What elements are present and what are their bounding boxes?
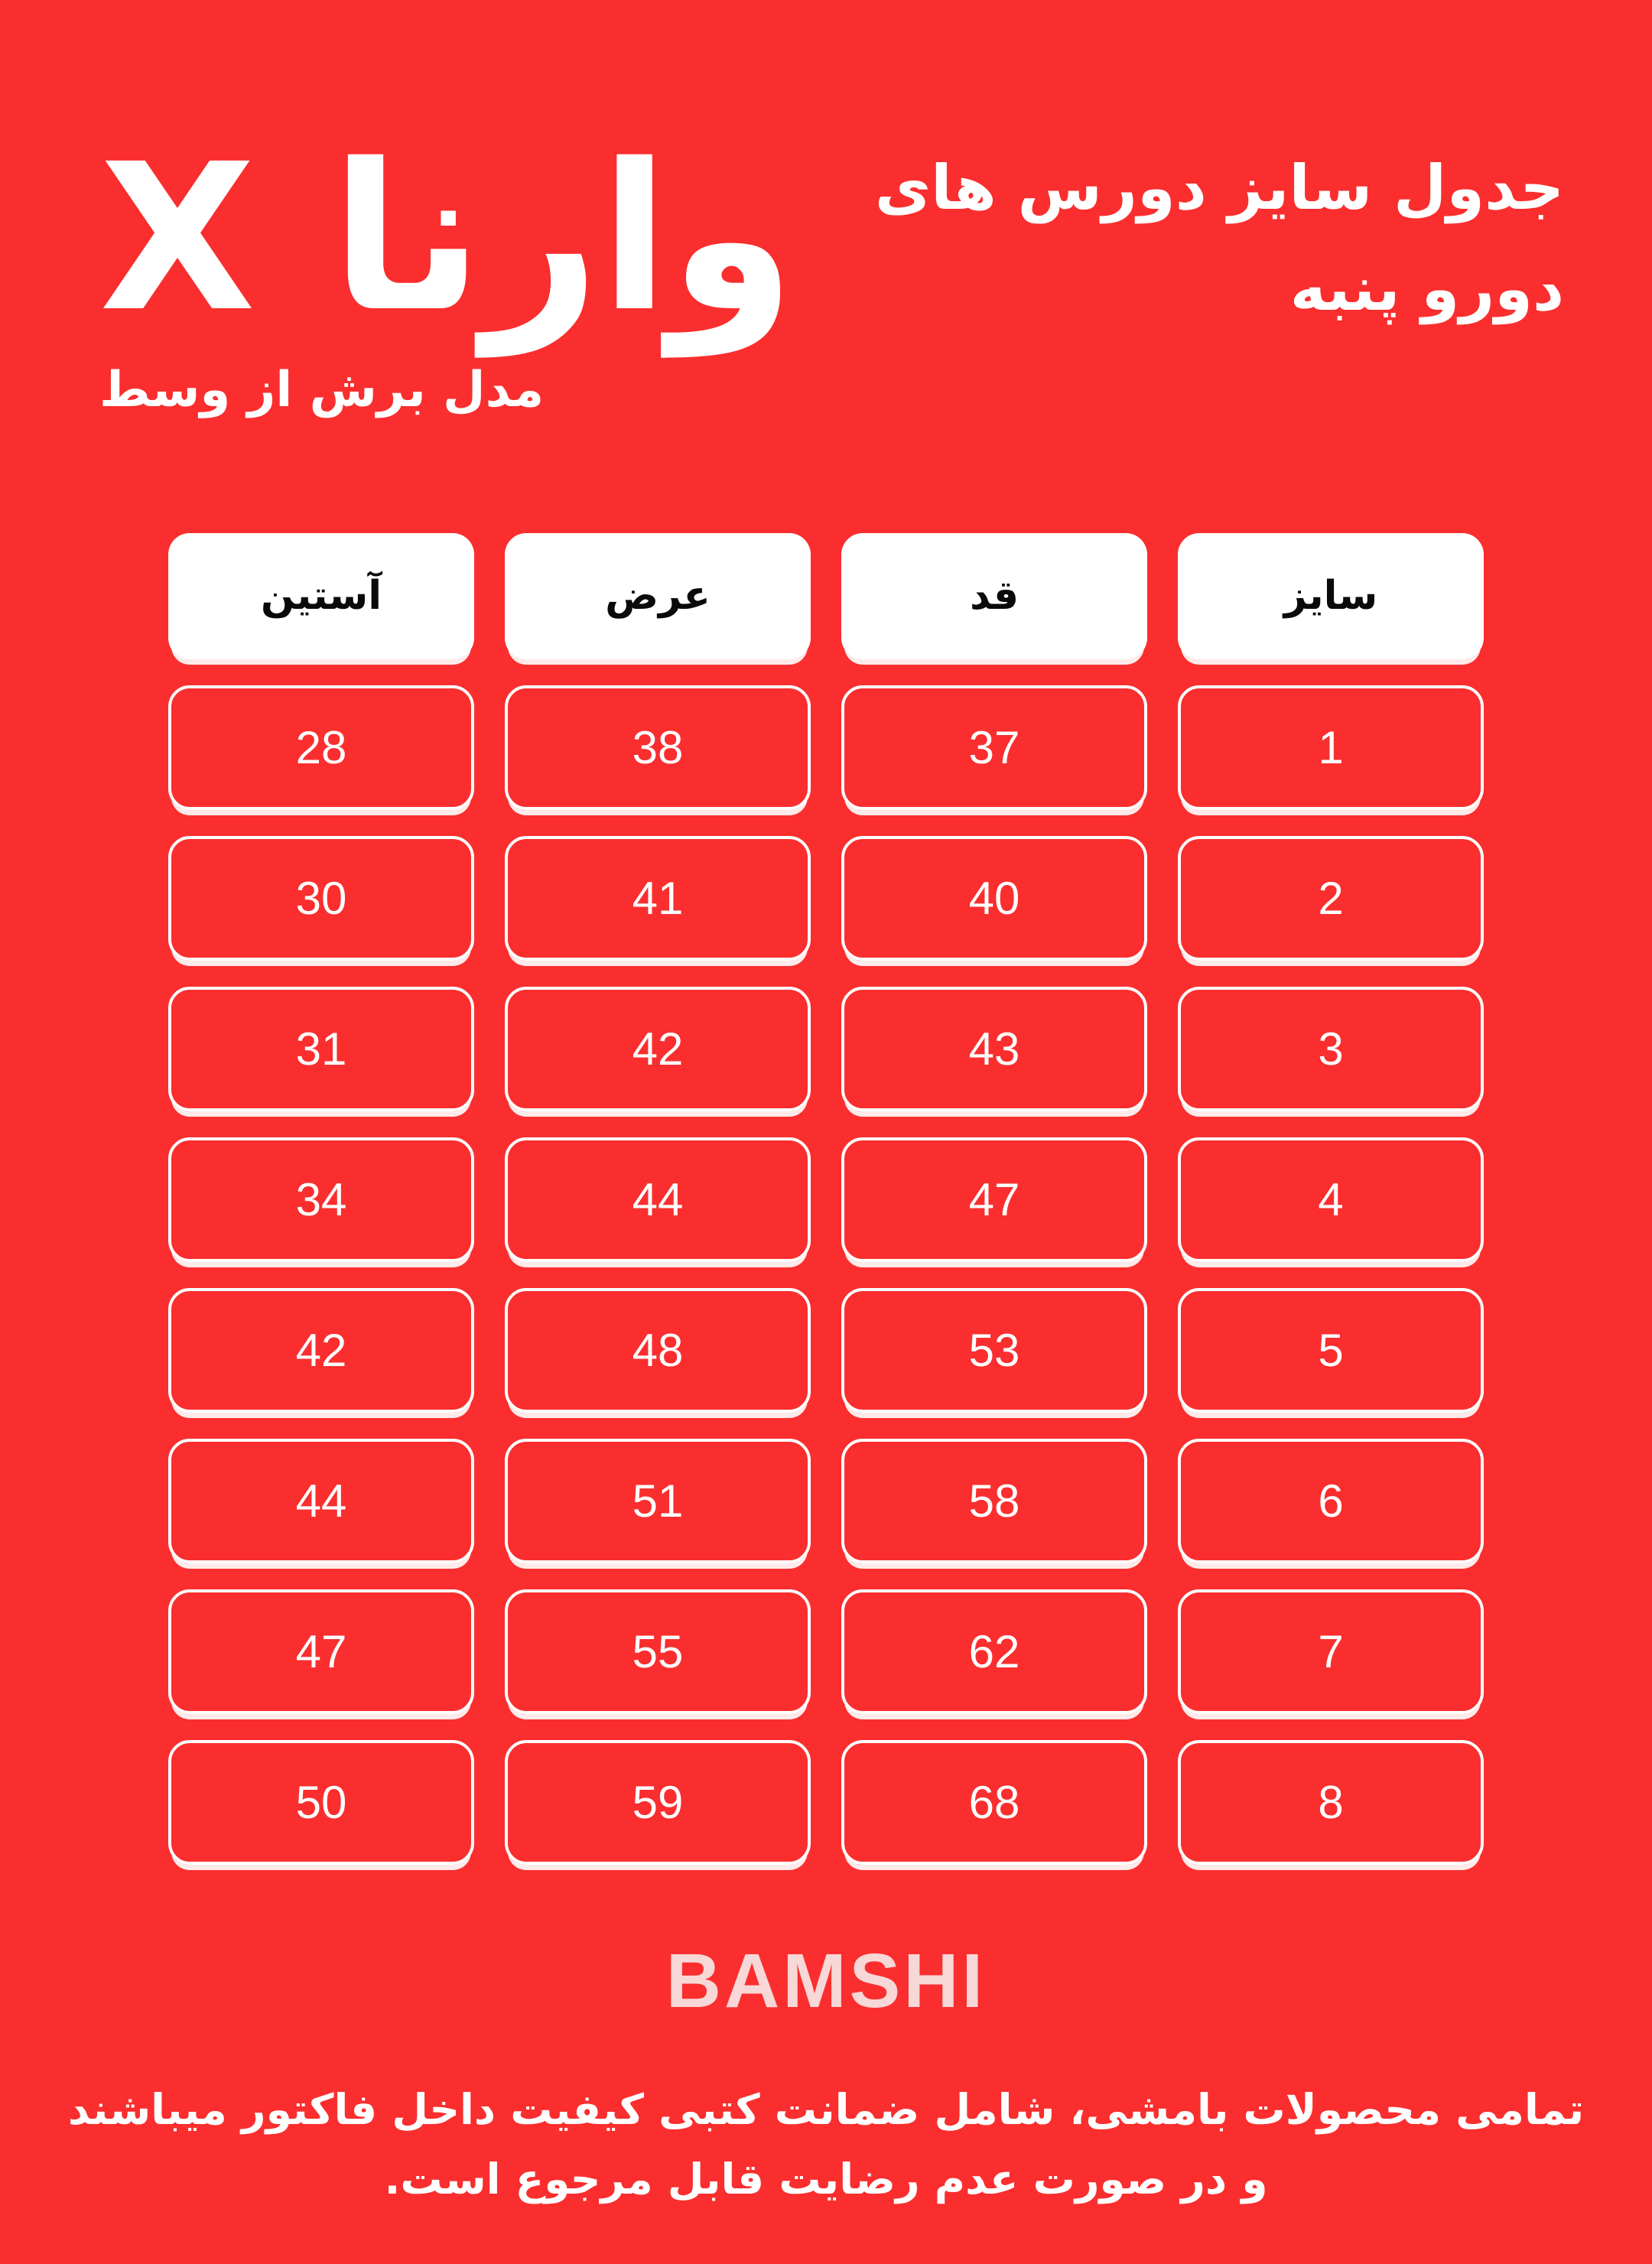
cell-length-row1: 37 bbox=[841, 685, 1147, 810]
cell-size-row7: 7 bbox=[1178, 1589, 1484, 1714]
column-header-length: قد bbox=[841, 533, 1147, 659]
product-wordmark-varna-x: وارنا X bbox=[99, 121, 795, 356]
brand-wordmark-bamshi: BAMSHI bbox=[665, 1937, 987, 2024]
product-logo-block bbox=[88, 122, 795, 418]
cell-length-row5: 53 bbox=[841, 1288, 1147, 1413]
cell-width-row7: 55 bbox=[505, 1589, 811, 1714]
cell-size-row5: 5 bbox=[1178, 1288, 1484, 1413]
cell-size-row3: 3 bbox=[1178, 987, 1484, 1111]
cell-width-row5: 48 bbox=[505, 1288, 811, 1413]
cell-size-row2: 2 bbox=[1178, 836, 1484, 961]
title-line-2: دورو پنبه bbox=[1289, 253, 1564, 324]
cell-size-row1: 1 bbox=[1178, 685, 1484, 810]
cell-length-row8: 68 bbox=[841, 1740, 1147, 1865]
cell-sleeve-row7: 47 bbox=[168, 1589, 474, 1714]
page-title bbox=[875, 122, 1564, 340]
size-table-grid bbox=[168, 533, 1484, 1865]
cell-size-row8: 8 bbox=[1178, 1740, 1484, 1865]
cell-length-row4: 47 bbox=[841, 1137, 1147, 1262]
cell-sleeve-row1: 28 bbox=[168, 685, 474, 810]
cell-sleeve-row8: 50 bbox=[168, 1740, 474, 1865]
cell-length-row7: 62 bbox=[841, 1589, 1147, 1714]
size-table bbox=[168, 533, 1484, 1865]
cell-width-row3: 42 bbox=[505, 987, 811, 1111]
cell-length-row3: 43 bbox=[841, 987, 1147, 1111]
cell-width-row4: 44 bbox=[505, 1137, 811, 1262]
cell-width-row6: 51 bbox=[505, 1439, 811, 1563]
header bbox=[0, 0, 1652, 418]
column-header-size: سایز bbox=[1178, 533, 1484, 659]
product-subtitle: مدل برش از وسط bbox=[99, 361, 545, 418]
cell-width-row1: 38 bbox=[505, 685, 811, 810]
cell-sleeve-row2: 30 bbox=[168, 836, 474, 961]
warranty-note bbox=[0, 2075, 1652, 2214]
cell-sleeve-row6: 44 bbox=[168, 1439, 474, 1563]
cell-width-row8: 59 bbox=[505, 1740, 811, 1865]
cell-sleeve-row4: 34 bbox=[168, 1137, 474, 1262]
warranty-note-line-2: و در صورت عدم رضایت قابل مرجوع است. bbox=[384, 2154, 1268, 2204]
cell-size-row6: 6 bbox=[1178, 1439, 1484, 1563]
title-line-1: جدول سایز دورس های bbox=[874, 152, 1564, 223]
column-header-sleeve: آستین bbox=[168, 533, 474, 659]
cell-width-row2: 41 bbox=[505, 836, 811, 961]
cell-length-row6: 58 bbox=[841, 1439, 1147, 1563]
cell-length-row2: 40 bbox=[841, 836, 1147, 961]
footer bbox=[0, 1937, 1652, 2214]
cell-sleeve-row5: 42 bbox=[168, 1288, 474, 1413]
cell-size-row4: 4 bbox=[1178, 1137, 1484, 1262]
cell-sleeve-row3: 31 bbox=[168, 987, 474, 1111]
warranty-note-line-1: تمامی محصولات بامشی، شامل ضمانت کتبی کیفیت داخل فاکتور میباشند bbox=[67, 2084, 1585, 2134]
column-header-width: عرض bbox=[505, 533, 811, 659]
